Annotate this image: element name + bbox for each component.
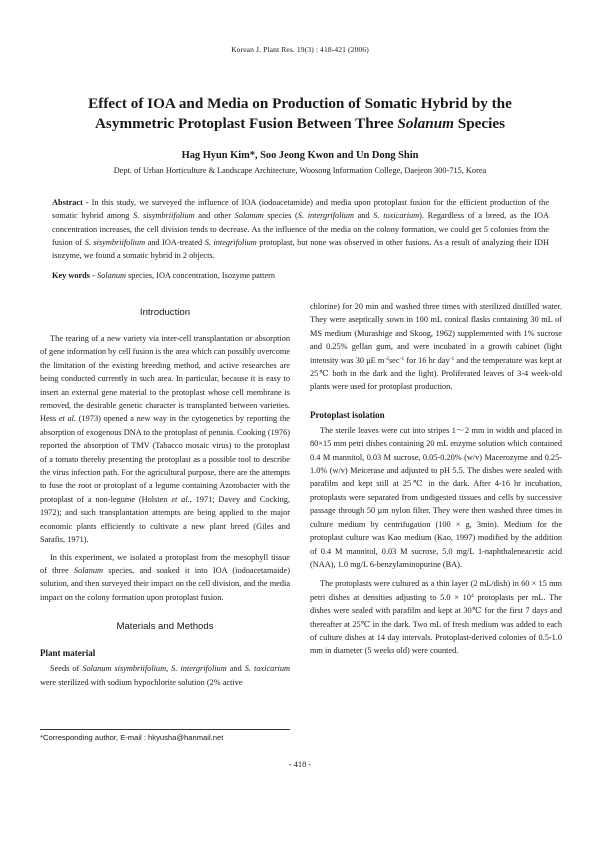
- plant-material-paragraph: Seeds of Solanum sisymbriifolium, S. intergrifolium and S. toxicarium were sterilized with sodium hypochlorite solution (2% active: [40, 664, 290, 687]
- introduction-heading: Introduction: [139, 307, 191, 318]
- intro-paragraph-1: The rearing of a new variety via inter-cell transplantation or absorption of gene information by cell fusion is the area which can possibly overcome the limitation of the existing breeding method, and active researches are being conducted currently in such area. In particular, because it is easy to insert an external gene material to the protoplast whose cell membrane is removed, the desirable genetic character is transplanted between varieties. Hess et al. (1973) opened a new way in the cytogenetics by reporting the absorption of exogenous DNA to the protoplast of petunia. Cooking (1976) reported the absorption of TMV (Tabacco mosaic virus) to the protoplast of a tomato thereby presenting the protoplast as a possible tool to describe the virus infection path. For the agricultural purpose, there are the attempts to fuse the root or protoplast of a legume containing Azotobacter with the protoplast of a non-legume (Holsten et al., 1971; Davey and Cocking, 1972); and such transplantation attempts are being applied to the major economic plants efficiently to cultivate a new plant breed (Giles and Sarafis, 1971).: [40, 334, 290, 545]
- affiliation: Dept. of Urban Horticulture & Landscape Architecture, Woosong Information College, Daejeon 300-715, Korea: [113, 166, 487, 175]
- journal-reference: Korean J. Plant Res. 19(3) : 418-421 (2006): [231, 45, 369, 54]
- plant-material-heading: Plant material: [40, 648, 96, 659]
- protoplast-isolation-heading: Protoplast isolation: [310, 409, 385, 420]
- title-line-1: Effect of IOA and Media on Production of Somatic Hybrid by the: [88, 95, 512, 112]
- methods-heading: Materials and Methods: [116, 621, 214, 633]
- isolation-paragraph-2: The protoplasts were cultured as a thin layer (2 mL/dish) in 60 × 15 mm petri dishes at densities adjusting to $5.0 \times 10^4$ protoplasts per mL. The dishes were sealed with parafilm and kept at 30℃ for the first 7 days and thereafter at 25℃ in the dark. Two mL of fresh medium was added to each of culture dishes at 14 day intervals. Protoplast-derived colonies of 0.5-1.0 mm in diameter (5 weeks old) were counted.: [310, 579, 562, 656]
- left-column: [40, 300, 290, 689]
- paper-title: [40, 94, 560, 134]
- title-line-2: Asymmetric Protoplast Fusion Between Three Solanum Species: [94, 115, 506, 132]
- keywords-label: Key words -: [52, 271, 95, 280]
- abstract-label: Abstract -: [52, 198, 89, 207]
- plant-material-continued: chlorine) for 20 min and washed three times with sterilized distilled water. They were aseptically sown in 100 mL conical flasks containing 30 mL of MS medium (Murashige and Skoog, 1962) supplemented with 1% sucrose and 0.25% gellan gum, and were incubated in a growth cabinet (light intensity was 30 μE $m^{-2}\sec^{-1}$ for 16 hr day$^{-1}$ and the temperature was kept at 25℃ both in the dark and the light). Proliferated leaves of 3-4 week-old plants were used for protoplast production.: [310, 302, 563, 392]
- keywords: Key words - Solanum species, IOA concentration, Isozyme pattern: [52, 271, 276, 280]
- corresponding-author-footnote: *Corresponding author, E-mail : hkyusha@hanmail.net: [40, 733, 224, 742]
- footnote-divider: [40, 729, 290, 730]
- abstract: Abstract - In this study, we surveyed the influence of IOA (iodoacetamide) and media upon protoplast fusion for the efficient production of the somatic hybrid among S. sisymbriifolium and other Solanum species (S. intergrifolium and S. toxicarium). Regardless of a breed, as the IOA concentration increases, the cell division tends to decrease. As the influence of the media on the colony formation, we could get 5 colonies from the fusion of S. sisymbriifolium and IOA-treated S. integrifolium protoplast, but none was observed in other fusions. As a result of analyzing their IDH isozyme, we found a somatic hybrid in 2 objects.: [52, 198, 550, 261]
- authors: Hag Hyun Kim*, Soo Jeong Kwon and Un Dong Shin: [181, 150, 419, 161]
- right-column: [310, 300, 562, 658]
- intro-paragraph-2: In this experiment, we isolated a protoplast from the mesophyll tissue of three Solanum species, and soaked it into IOA (iodoacetamaide) solution, and then surveyed their impact on the cell division, and the media impact on the colony formation upon protoplast fusion.: [40, 552, 290, 602]
- isolation-paragraph-1: The sterile leaves were cut into stripes 1～2 mm in width and placed in 80×15 mm petri dishes containing 20 mL enzyme solution which contained 0.4 M mannitol, 0.03 M sucrose, 0.05-0.20% (w/v) Macerozyme and 0.25-1.0% (w/v) Meicerase and adjusted to pH 5.5. The dishes were sealed with parafilm and kept still at 25℃ in the dark. After 4-16 hr incubation, protoplasts were separated from undigested tissues and cells by successive passage through 50 μm nylon filter. They were then washed three times in culture medium by centrifugation (100 × g, 3min). Medium for the protoplast culture was Kao medium (Kao, 1997) modified by the addition of 0.4 M mannitol, 0.03 M sucrose, 5.0 mg/L 1-naphthaleneacetic acid (NAA), 1.0 mg/L 6-benzylaminopurine (BA).: [310, 425, 562, 569]
- page-number: - 418 -: [288, 760, 312, 769]
